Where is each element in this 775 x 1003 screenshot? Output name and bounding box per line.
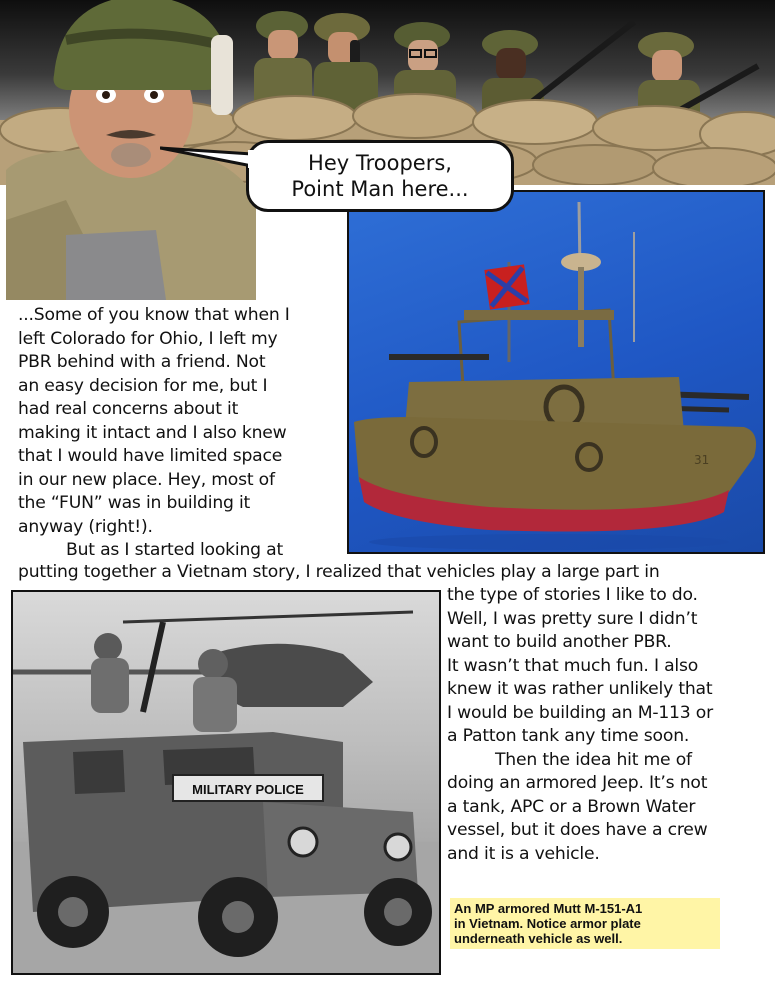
- story-line: had real concerns about it: [18, 399, 239, 419]
- story-line: Then the idea hit me of: [495, 749, 692, 770]
- story-line: But as I started looking at: [66, 540, 284, 560]
- military-police-sign: MILITARY POLICE: [192, 782, 304, 797]
- story-line: making it intact and I also knew: [18, 422, 287, 443]
- story-line: want to build another PBR.: [447, 632, 672, 652]
- story-line: the “FUN” was in building it: [18, 493, 251, 513]
- story-line: a tank, APC or a Brown Water: [447, 796, 696, 817]
- story-line: Well, I was pretty sure I didn’t: [447, 608, 698, 629]
- story-full-width-line: [18, 561, 660, 585]
- story-line: ...Some of you know that when I: [18, 305, 290, 325]
- speech-bubble-tail: [160, 140, 260, 170]
- story-column-left: [18, 304, 290, 563]
- story-line: vessel, but it does have a crew: [447, 820, 708, 840]
- photo-caption: [450, 898, 720, 949]
- story-line: doing an armored Jeep. It’s not: [447, 773, 708, 793]
- mp-jeep-illustration: [13, 592, 439, 973]
- story-line: It wasn’t that much fun. I also: [447, 655, 699, 676]
- boat-hull-number: 31: [694, 453, 710, 467]
- story-line: knew it was rather unlikely that: [447, 679, 713, 699]
- story-line: the type of stories I like to do.: [447, 585, 698, 605]
- story-line: a Patton tank any time soon.: [447, 726, 690, 746]
- caption-line: An MP armored Mutt M-151-A1: [454, 901, 643, 916]
- story-line: putting together a Vietnam story, I realized that vehicles play a large part in: [18, 562, 660, 582]
- story-line: and it is a vehicle.: [447, 843, 600, 864]
- mp-jeep-photo: [11, 590, 441, 975]
- story-line: I would be building an M-113 or: [447, 702, 713, 723]
- caption-line: underneath vehicle as well.: [454, 931, 623, 946]
- story-line: left Colorado for Ohio, I left my: [18, 328, 278, 349]
- story-line: anyway (right!).: [18, 516, 153, 537]
- speech-bubble: [246, 140, 514, 212]
- pbr-model-photo: [347, 190, 765, 554]
- speech-bubble-line-2: Point Man here...: [291, 177, 469, 201]
- story-line: an easy decision for me, but I: [18, 375, 268, 396]
- caption-line: in Vietnam. Notice armor plate: [454, 916, 641, 931]
- pbr-boat-illustration: [349, 192, 763, 552]
- story-line: PBR behind with a friend. Not: [18, 352, 266, 372]
- story-line: that I would have limited space: [18, 446, 283, 466]
- story-line: in our new place. Hey, most of: [18, 469, 275, 490]
- speech-bubble-line-1: Hey Troopers,: [308, 151, 452, 175]
- story-column-right: [447, 584, 713, 866]
